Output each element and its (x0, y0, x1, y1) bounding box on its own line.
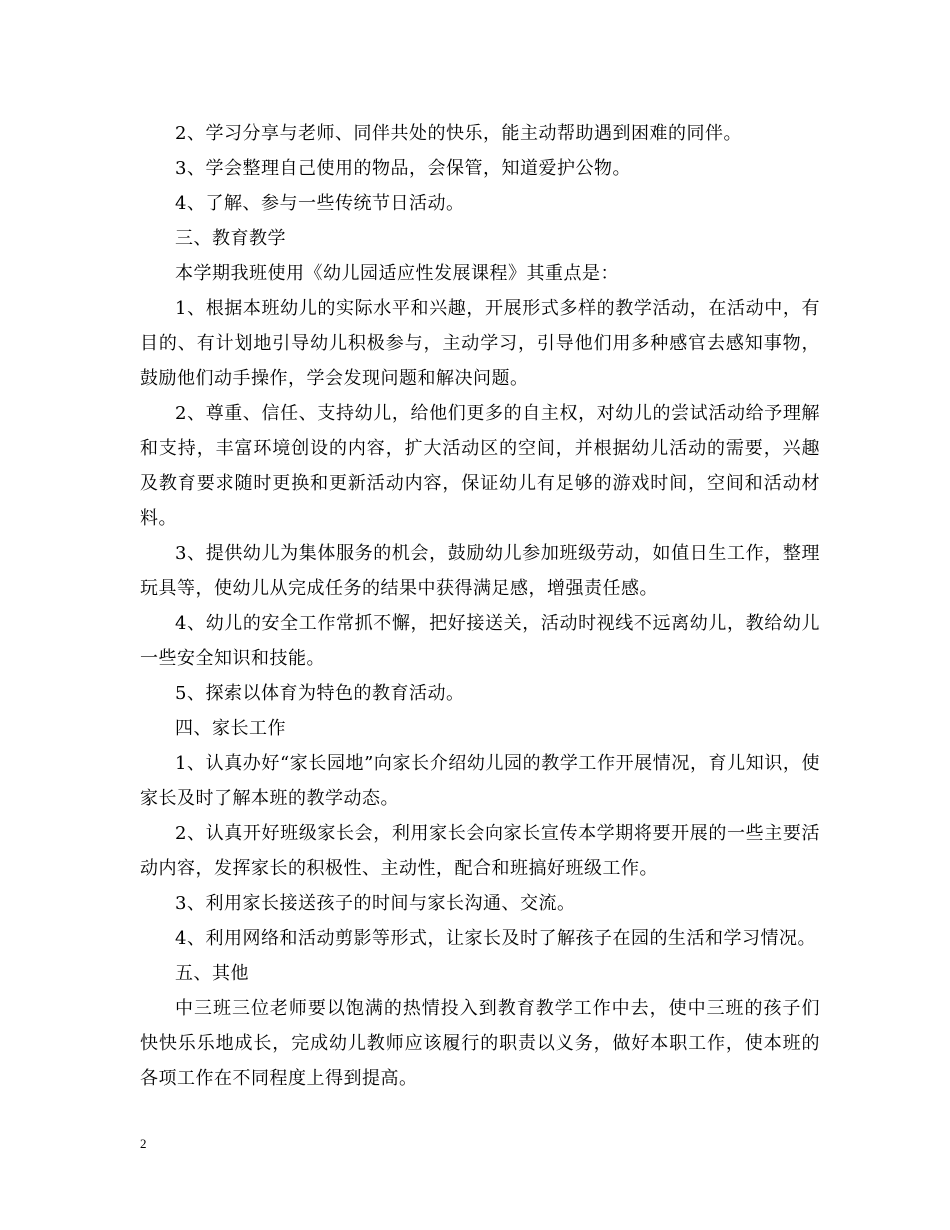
paragraph-item-2-sharing: 2、学习分享与老师、同伴共处的快乐，能主动帮助遇到困难的同伴。 (175, 123, 742, 144)
paragraph-teaching-4: 4、幼儿的安全工作常抓不懈，把好接送关，活动时视线不远离幼儿，教给幼儿一些安全知识和技能。 (140, 613, 820, 669)
document-body (140, 116, 820, 1096)
paragraph-parents-1: 1、认真办好“家长园地”向家长介绍幼儿园的教学工作开展情况，育儿知识，使家长及时了解本班的教学动态。 (140, 753, 820, 809)
paragraph-teaching-3: 3、提供幼儿为集体服务的机会，鼓励幼儿参加班级劳动，如值日生工作，整理玩具等，使幼儿从完成任务的结果中获得满足感，增强责任感。 (140, 543, 820, 599)
paragraph-parents-3: 3、利用家长接送孩子的时间与家长沟通、交流。 (175, 893, 576, 914)
section-heading-teaching: 三、教育教学 (175, 228, 286, 249)
section-heading-other: 五、其他 (175, 963, 249, 984)
section-heading-parents: 四、家长工作 (175, 718, 286, 739)
paragraph-teaching-2: 2、尊重、信任、支持幼儿，给他们更多的自主权，对幼儿的尝试活动给予理解和支持，丰富环境创设的内容，扩大活动区的空间，并根据幼儿活动的需要，兴趣及教育要求随时更换和更新活动内容，保证幼儿有足够的游戏时间，空间和活动材料。 (140, 403, 820, 529)
paragraph-parents-2: 2、认真开好班级家长会，利用家长会向家长宣传本学期将要开展的一些主要活动内容，发挥家长的积极性、主动性，配合和班搞好班级工作。 (140, 823, 820, 879)
page-number: 2 (140, 1136, 147, 1151)
paragraph-item-4-festivals: 4、了解、参与一些传统节日活动。 (175, 193, 465, 214)
paragraph-item-3-organize: 3、学会整理自己使用的物品，会保管，知道爱护公物。 (175, 158, 631, 179)
paragraph-teaching-1: 1、根据本班幼儿的实际水平和兴趣，开展形式多样的教学活动，在活动中，有目的、有计划地引导幼儿积极参与，主动学习，引导他们用多种感官去感知事物，鼓励他们动手操作，学会发现问题和解决问题。 (140, 298, 820, 389)
paragraph-parents-4: 4、利用网络和活动剪影等形式，让家长及时了解孩子在园的生活和学习情况。 (175, 928, 816, 949)
paragraph-curriculum-intro: 本学期我班使用《幼儿园适应性发展课程》其重点是： (175, 263, 619, 284)
paragraph-teaching-5: 5、探索以体育为特色的教育活动。 (175, 683, 465, 704)
paragraph-other: 中三班三位老师要以饱满的热情投入到教育教学工作中去，使中三班的孩子们快快乐乐地成长，完成幼儿教师应该履行的职责以义务，做好本职工作，使本班的各项工作在不同程度上得到提高。 (140, 998, 820, 1089)
